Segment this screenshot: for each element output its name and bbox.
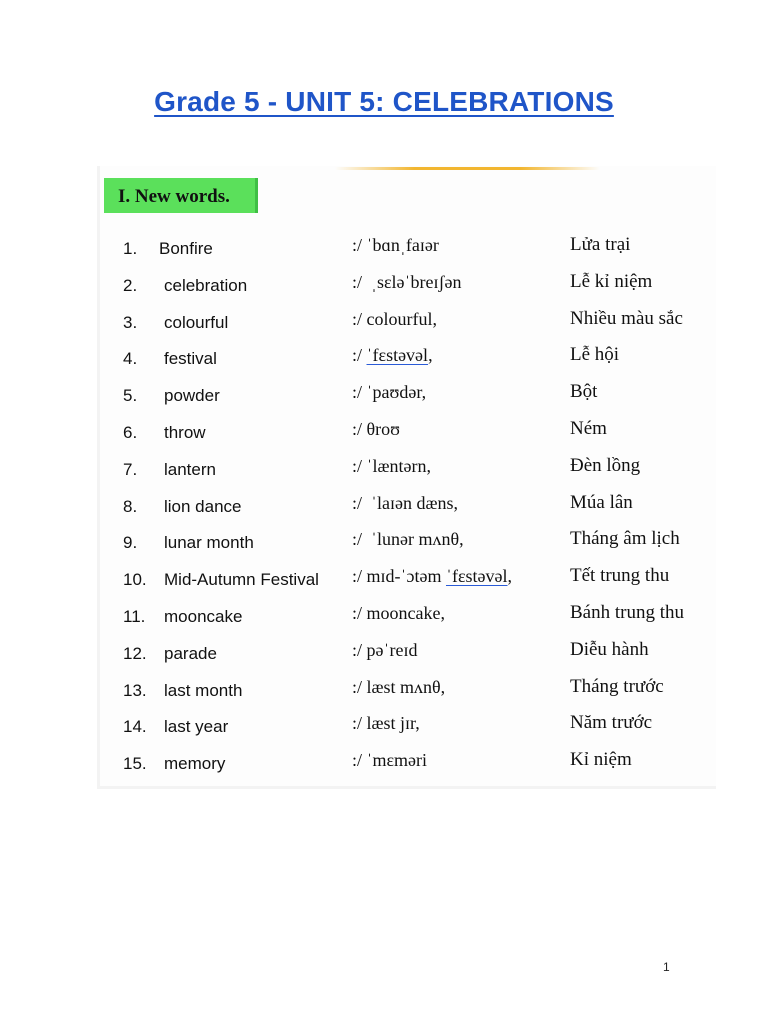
vocab-number: 6. — [123, 423, 138, 442]
vocab-pronunciation: :/ ˈlunər mʌnθ, — [352, 529, 464, 550]
vocab-row — [0, 639, 768, 669]
vocab-number: 3. — [123, 312, 138, 332]
vocab-word: lantern — [164, 459, 216, 479]
vocab-word: Mid-Autumn Festival — [164, 570, 319, 590]
vocab-number: 4. — [123, 349, 138, 369]
vocab-pronunciation: :/ ˈlæntərn, — [352, 455, 431, 476]
vocab-number: 7. — [123, 459, 138, 479]
vocab-row — [0, 749, 768, 779]
vocab-meaning: Nhiều màu sắc — [570, 307, 683, 329]
vocab-pronunciation: :/ θroʊ — [352, 419, 400, 439]
vocab-meaning: Tháng âm lịch — [570, 528, 680, 550]
vocab-pronunciation: :/ læst mʌnθ, — [352, 676, 446, 697]
vocab-number: 9. — [123, 533, 138, 553]
pronunciation-underlined: ˈfɛstəvəl — [366, 345, 429, 366]
pronunciation-prefix: :/ mɪd-ˈɔtəm — [352, 566, 446, 587]
vocab-word: last year — [164, 717, 229, 737]
pronunciation-suffix: , — [507, 566, 513, 587]
vocab-pronunciation — [352, 340, 433, 370]
vocab-word: lion dance — [164, 496, 242, 516]
vocab-row — [0, 455, 768, 485]
vocab-meaning: Kỉ niệm — [570, 749, 632, 771]
vocab-row — [0, 344, 768, 374]
vocab-word: last month — [164, 680, 243, 700]
vocab-word: mooncake — [164, 607, 243, 626]
vocab-word: throw — [164, 423, 206, 442]
vocab-number: 2. — [123, 275, 138, 295]
page-title: Grade 5 - UNIT 5: CELEBRATIONS — [154, 86, 614, 117]
vocab-meaning: Tết trung thu — [570, 565, 670, 587]
vocab-word: powder — [164, 386, 220, 406]
vocab-row — [0, 234, 768, 264]
vocab-pronunciation: :/ colourful, — [352, 308, 437, 329]
vocab-row — [0, 492, 768, 522]
vocab-meaning: Năm trước — [570, 712, 653, 734]
vocab-word: parade — [164, 643, 217, 663]
pronunciation-underlined: ˈfɛstəvəl — [445, 566, 508, 587]
vocab-meaning: Diễu hành — [570, 638, 649, 660]
vocab-row — [0, 271, 768, 301]
vocab-row — [0, 602, 768, 632]
vocab-meaning: Lửa trại — [570, 234, 631, 255]
page-number: 1 — [663, 960, 670, 974]
vocab-pronunciation: :/ pəˈreɪd — [352, 639, 418, 660]
pronunciation-prefix: :/ — [352, 345, 367, 366]
vocab-pronunciation: :/ ˈlaɪən dæns, — [352, 492, 458, 513]
section-heading: I. New words. — [104, 178, 258, 213]
vocab-meaning: Lễ kỉ niệm — [570, 270, 653, 292]
vocab-word: memory — [164, 754, 226, 774]
vocab-number: 5. — [123, 386, 138, 406]
vocab-pronunciation: :/ ˈmɛməri — [352, 750, 428, 771]
vocab-number: 8. — [123, 496, 138, 516]
vocab-row — [0, 712, 768, 742]
vocab-pronunciation — [352, 561, 512, 591]
decorative-divider — [335, 167, 600, 170]
vocab-pronunciation: :/ læst jɪr, — [352, 713, 420, 734]
vocab-number: 13. — [123, 680, 147, 700]
vocab-meaning: Tháng trước — [570, 675, 664, 697]
vocab-word: colourful — [164, 312, 229, 332]
vocab-pronunciation: :/ ˈbɑnˌfaɪər — [352, 235, 439, 255]
vocab-number: 1. — [123, 239, 138, 258]
vocab-row — [0, 676, 768, 706]
vocab-meaning: Bánh trung thu — [570, 602, 684, 623]
vocab-word: celebration — [164, 275, 248, 295]
vocab-row — [0, 565, 768, 595]
vocab-row — [0, 308, 768, 338]
vocab-number: 11. — [123, 607, 146, 626]
vocab-number: 15. — [123, 754, 147, 774]
vocab-word: festival — [164, 349, 217, 369]
vocab-row — [0, 528, 768, 558]
vocab-meaning: Lễ hội — [570, 344, 620, 366]
vocab-number: 14. — [123, 717, 147, 737]
vocab-meaning: Ném — [570, 418, 607, 439]
vocab-meaning: Múa lân — [570, 491, 633, 513]
vocab-row — [0, 381, 768, 411]
vocab-word: Bonfire — [159, 239, 213, 258]
vocab-meaning: Bột — [570, 381, 598, 403]
vocab-number: 10. — [123, 570, 147, 590]
pronunciation-suffix: , — [428, 345, 433, 366]
vocab-word: lunar month — [164, 533, 254, 553]
vocab-pronunciation: :/ ˌsɛləˈbreɪʃən — [352, 271, 462, 292]
vocab-pronunciation: :/ ˈpaʊdər, — [352, 382, 427, 403]
vocab-row — [0, 418, 768, 448]
vocab-meaning: Đèn lồng — [570, 454, 641, 476]
vocab-pronunciation: :/ mooncake, — [352, 603, 445, 623]
vocab-number: 12. — [123, 643, 147, 663]
